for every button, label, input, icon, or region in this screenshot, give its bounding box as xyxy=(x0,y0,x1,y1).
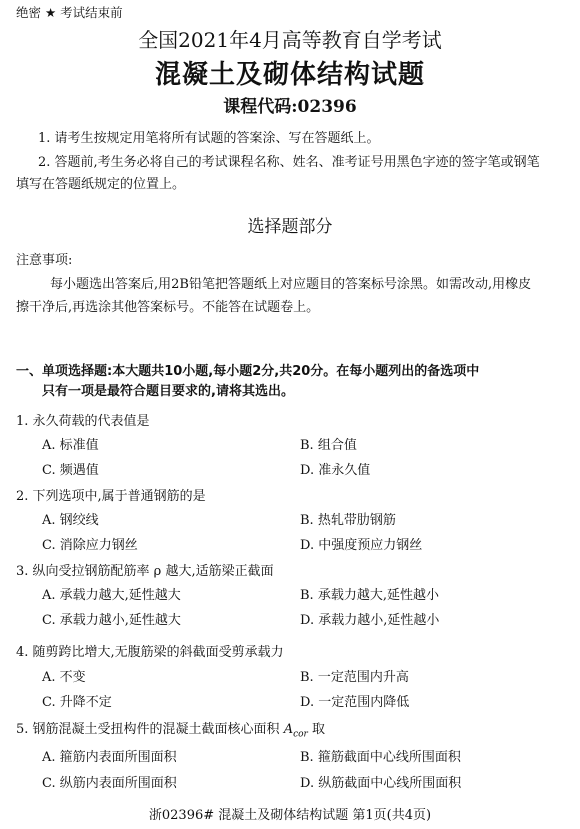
question-1-stem: 1. 永久荷载的代表值是 xyxy=(16,414,150,429)
question-2-option-d: D. 中强度预应力钢丝 xyxy=(300,538,423,553)
question-1-option-b: B. 组合值 xyxy=(300,438,357,453)
part-heading-line-1: 一、单项选择题:本大题共10小题,每小题2分,共20分。在每小题列出的备选项中 xyxy=(16,364,480,379)
page-footer: 浙02396# 混凝土及砌体结构试题 第1页(共4页) xyxy=(148,808,432,823)
question-3-option-d: D. 承载力越小,延性越小 xyxy=(300,613,440,628)
question-3-option-a: A. 承载力越大,延性越大 xyxy=(42,588,181,603)
question-4-option-d: D. 一定范围内降低 xyxy=(300,695,410,710)
instruction-1: 1. 请考生按规定用笔将所有试题的答案涂、写在答题纸上。 xyxy=(38,131,380,146)
question-2-option-a: A. 钢绞线 xyxy=(42,513,99,528)
notes-heading: 注意事项: xyxy=(16,253,73,268)
exam-title: 全国2021年4月高等教育自学考试 xyxy=(138,28,442,52)
question-5-stem-symbol: A xyxy=(283,722,294,737)
question-3-option-b: B. 承载力越大,延性越小 xyxy=(300,588,439,603)
question-2-option-c: C. 消除应力钢丝 xyxy=(42,538,138,553)
question-5-option-b: B. 箍筋截面中心线所围面积 xyxy=(300,750,461,765)
question-4-stem: 4. 随剪跨比增大,无腹筋梁的斜截面受剪承载力 xyxy=(16,645,284,660)
question-5-stem-subscript: cor xyxy=(293,729,308,740)
question-1-option-a: A. 标准值 xyxy=(42,438,99,453)
question-1-option-d: D. 准永久值 xyxy=(300,463,371,478)
question-3-stem: 3. 纵向受拉钢筋配筋率 ρ 越大,适筋梁正截面 xyxy=(16,564,274,579)
course-code: 课程代码:02396 xyxy=(223,97,357,117)
question-5-option-d: D. 纵筋截面中心线所围面积 xyxy=(300,776,462,791)
notes-line-1: 每小题选出答案后,用2B铅笔把答题纸上对应题目的答案标号涂黑。如需改动,用橡皮 xyxy=(50,277,532,292)
instruction-2: 2. 答题前,考生务必将自己的考试课程名称、姓名、准考证号用黑色字迹的签字笔或钢笔 xyxy=(38,155,540,170)
question-4-option-a: A. 不变 xyxy=(42,670,86,685)
section-title: 选择题部分 xyxy=(247,217,333,237)
question-5-option-a: A. 箍筋内表面所围面积 xyxy=(42,750,177,765)
part-heading-line-2: 只有一项是最符合题目要求的,请将其选出。 xyxy=(42,384,294,399)
question-2-stem: 2. 下列选项中,属于普通钢筋的是 xyxy=(16,489,206,504)
question-4-option-b: B. 一定范围内升高 xyxy=(300,670,409,685)
question-5-stem xyxy=(16,718,325,740)
question-3-option-c: C. 承载力越小,延性越大 xyxy=(42,613,181,628)
subject-title: 混凝土及砌体结构试题 xyxy=(154,60,425,90)
question-5-stem-text: 5. 钢筋混凝土受扭构件的混凝土截面核心面积 xyxy=(16,722,280,737)
instruction-2-cont: 填写在答题纸规定的位置上。 xyxy=(16,177,186,192)
question-5-stem-end: 取 xyxy=(311,722,325,737)
part-heading xyxy=(16,362,479,402)
question-2-option-b: B. 热轧带肋钢筋 xyxy=(300,513,396,528)
notes-line-2: 擦干净后,再选涂其他答案标号。不能答在试题卷上。 xyxy=(16,300,320,315)
question-5-option-c: C. 纵筋内表面所围面积 xyxy=(42,776,177,791)
confidential-label: 绝密 ★ 考试结束前 xyxy=(16,5,123,20)
question-4-option-c: C. 升降不定 xyxy=(42,695,112,710)
question-1-option-c: C. 频遇值 xyxy=(42,463,99,478)
